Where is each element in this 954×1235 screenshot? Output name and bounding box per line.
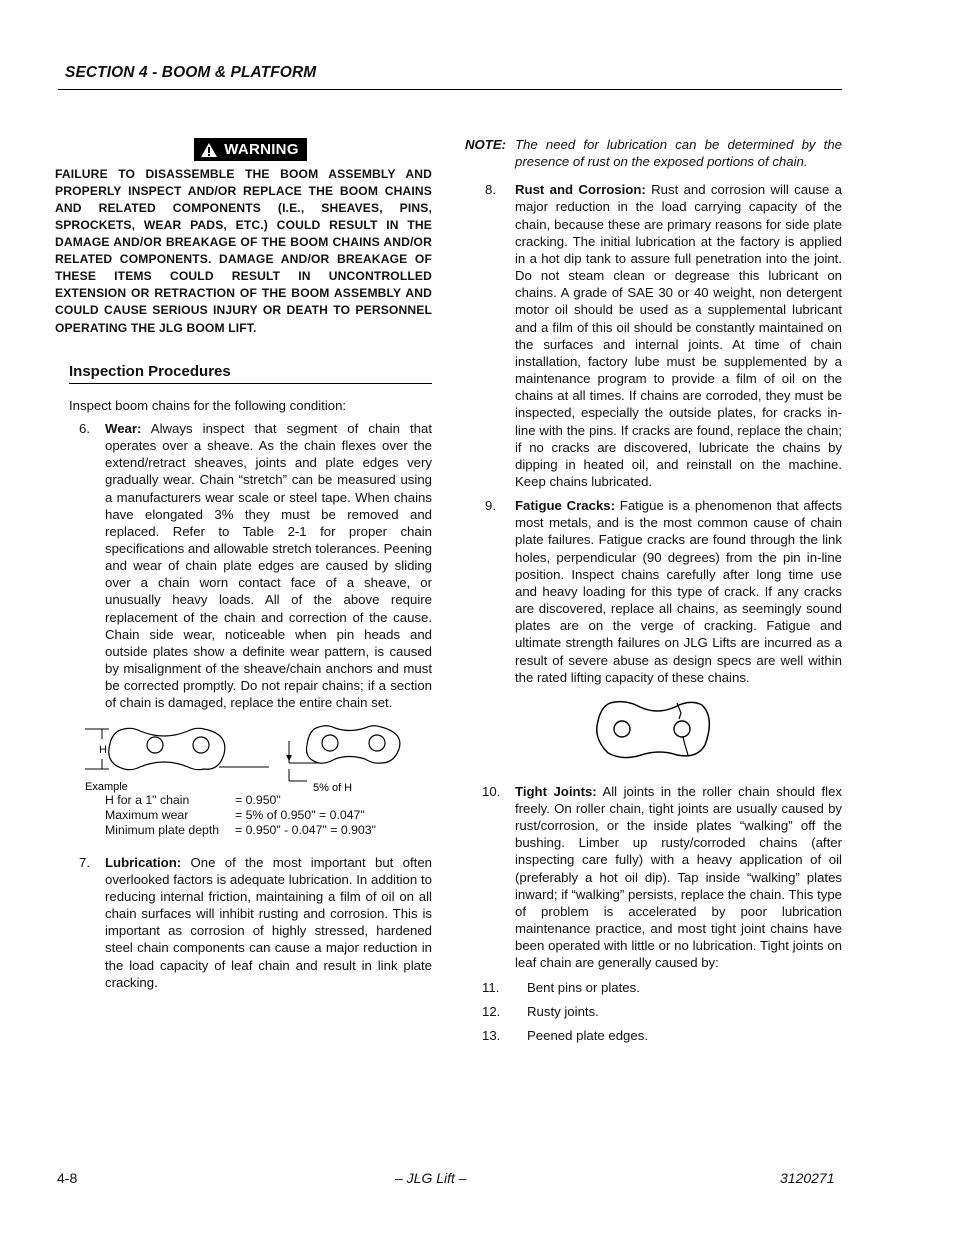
example-table (105, 793, 376, 839)
table-cell: Maximum wear (105, 807, 189, 822)
list-item-wear (69, 420, 432, 712)
item-text: Peened plate edges. (527, 1027, 648, 1043)
item-title: Tight Joints: (515, 783, 597, 799)
table-cell: H for a 1" chain (105, 792, 190, 807)
table-cell: = 5% of 0.950" = 0.047" (235, 807, 365, 822)
item-title: Rust and Corrosion: (515, 182, 646, 198)
warning-box (69, 138, 432, 162)
item-body (515, 783, 842, 972)
example-label: Example (85, 780, 128, 793)
item-body (515, 181, 842, 490)
header-rule (58, 89, 842, 90)
list-item-rust (465, 181, 842, 490)
list-item-lubrication (69, 854, 432, 991)
list-item-fatigue (465, 497, 842, 686)
note-text: The need for lubrication can be determined by the presence of rust on the exposed portions of chain. (515, 137, 842, 170)
warning-text: FAILURE TO DISASSEMBLE THE BOOM ASSEMBLY AND PROPERLY INSPECT AND/OR REPLACE THE BOOM CHAINS AND RELATED COMPONENTS (I.E., SHEAVES, PINS, SPROCKETS, WEAR PADS, ETC.) COULD RESULT IN THE DAMAGE AND/OR BREAKAGE OF THE BOOM CHAINS AND/OR RELATED COMPONENTS. DAMAGE AND/OR BREAKAGE OF THESE ITEMS COULD RESULT IN UNCONTROLLED EXTENSION OR RETRACTION OF THE BOOM ASSEMBLY AND COULD CAUSE SERIOUS INJURY OR DEATH TO PERSONNEL OPERATING THE JLG BOOM LIFT. (55, 166, 432, 335)
table-row (105, 793, 376, 808)
list-item-tight-joints (465, 783, 842, 972)
item-text: One of the most important but often overlooked factors is adequate lubrication. In addition to reducing internal friction, maintaining a film of oil on all chain surfaces will inhibit rusting and corrosion. This is important as corrosion of highly stressed, hardened steel chain components can cause a major reduction in the load capacity of leaf chain and result in link plate cracking. (105, 854, 433, 990)
table-row (105, 823, 376, 838)
table-cell: Minimum plate depth (105, 822, 220, 837)
warning-triangle-icon (200, 142, 218, 158)
right-column (465, 136, 842, 1051)
item-text: All joints in the roller chain should flex freely. On roller chain, tight joints are usually caused by rust/corrosion, or the inside plates “walking” off the bushing. Limber up rusty/corroded chains (after inspecting care fully) with a heavy application of oil (preferably a hot oil dip). Tap inside “walking” plates inward; if “walking” persists, replace the chain. This type of problem is accelerated by poor lubrication maintenance practice, and most tight joint chains have been operated with little or no lubrication. Tight joints on leaf chain are generally caused by: (515, 783, 843, 971)
item-title: Fatigue Cracks: (515, 498, 616, 514)
item-body (105, 420, 432, 712)
section-heading: Inspection Procedures (69, 363, 432, 384)
item-number: 7. (79, 854, 90, 870)
section-header: SECTION 4 - BOOM & PLATFORM (65, 64, 317, 81)
item-text: Bent pins or plates. (527, 979, 640, 995)
five-percent-label: 5% of H (313, 781, 353, 794)
item-text: Rusty joints. (527, 1003, 599, 1019)
note-label: NOTE: (465, 137, 507, 152)
item-number: 6. (79, 420, 90, 436)
cracked-link-diagram (465, 693, 842, 771)
item-title: Lubrication: (105, 854, 182, 870)
item-text: Rust and corrosion will cause a major reduction in the load carrying capacity of the chain, because these are primary reasons for side plate cracking. The initial lubrication at the factory is applied in a hot dip tank to assure full penetration into the joint. Do not steam clean or degrease this lubricant on chains. A grade of SAE 30 or 40 weight, non detergent motor oil should be used as a supplemental lubricant and a film of this oil should be constantly maintained on the surfaces and internal joints. At time of chain installation, factory lube must be supplemented by a maintenance program to provide a film of oil on the chains at all times. If chains are corroded, they must be inspected, especially the outside plates, for cracks in-line with the pins. If cracks are found, replace the chain; if no cracks are discovered, lubricate the chains by dipping in heated oil, and reinstall on the machine. Keep chains lubricated. (515, 182, 842, 489)
item-body (105, 854, 432, 991)
document-number: 3120271 (780, 1170, 835, 1186)
list-item-bent-pins (465, 979, 842, 996)
chain-wear-figure (69, 719, 432, 854)
warning-badge (194, 138, 307, 161)
fatigue-crack-figure (465, 693, 842, 771)
list-item-rusty-joints (465, 1003, 842, 1020)
left-column (55, 138, 433, 998)
table-cell: = 0.950" (235, 792, 281, 807)
item-number: 10. (482, 783, 501, 799)
note (465, 136, 842, 170)
item-title: Wear: (105, 420, 142, 436)
item-text: Fatigue is a phenomenon that affects most metals, and is the most common cause of chain plate failures. Fatigue cracks are found through the link holes, perpendicular (90 degrees) from the pin in-line position. Inspect chains carefully after long time use and heavy loading for this type of crack. If any cracks are discovered, replace all chains, as seemingly sound plates are on the verge of cracking. Fatigue and ultimate strength failures on JLG Lifts are incurred as a result of severe abuse as design specs are well within the rated lifting capacity of these chains. (515, 498, 842, 685)
item-number: 8. (485, 182, 496, 198)
chain-link-diagram (69, 719, 432, 799)
table-cell: = 0.950" - 0.047" = 0.903" (235, 822, 376, 837)
footer-title: – JLG Lift – (395, 1170, 467, 1186)
item-number: 13. (482, 1027, 501, 1043)
h-label: H (99, 743, 107, 756)
item-body (515, 497, 842, 686)
intro-text: Inspect boom chains for the following condition: (69, 397, 347, 413)
item-number: 12. (482, 1003, 501, 1019)
item-text: Always inspect that segment of chain that operates over a sheave. As the chain flexes over the extend/retract sheaves, joints and plate edges very gradually wear. Chain “stretch” can be measured using a manufacturers wear scale or steel tape. When chains have elongated 3% they must be removed and replaced. Refer to Table 2-1 for proper chain specifications and allowable stretch tolerances. Peening and wear of chain plate edges are caused by sliding over a chain worn contact face of a sheave, or unusually heavy loads. All of the above require replacement of the chain and correction of the cause. Chain side wear, noticeable when pin heads and outside plates show a definite wear pattern, is caused by misalignment of the sheave/chain anchors and must be corrected promptly. Do not repair chains; if a section of chain is damaged, replace the entire chain set. (105, 420, 433, 711)
page-number: 4-8 (57, 1170, 78, 1186)
table-row (105, 808, 376, 823)
warning-label: WARNING (224, 140, 299, 158)
item-number: 11. (482, 979, 500, 995)
item-number: 9. (485, 498, 496, 514)
list-item-peened-edges (465, 1027, 842, 1044)
